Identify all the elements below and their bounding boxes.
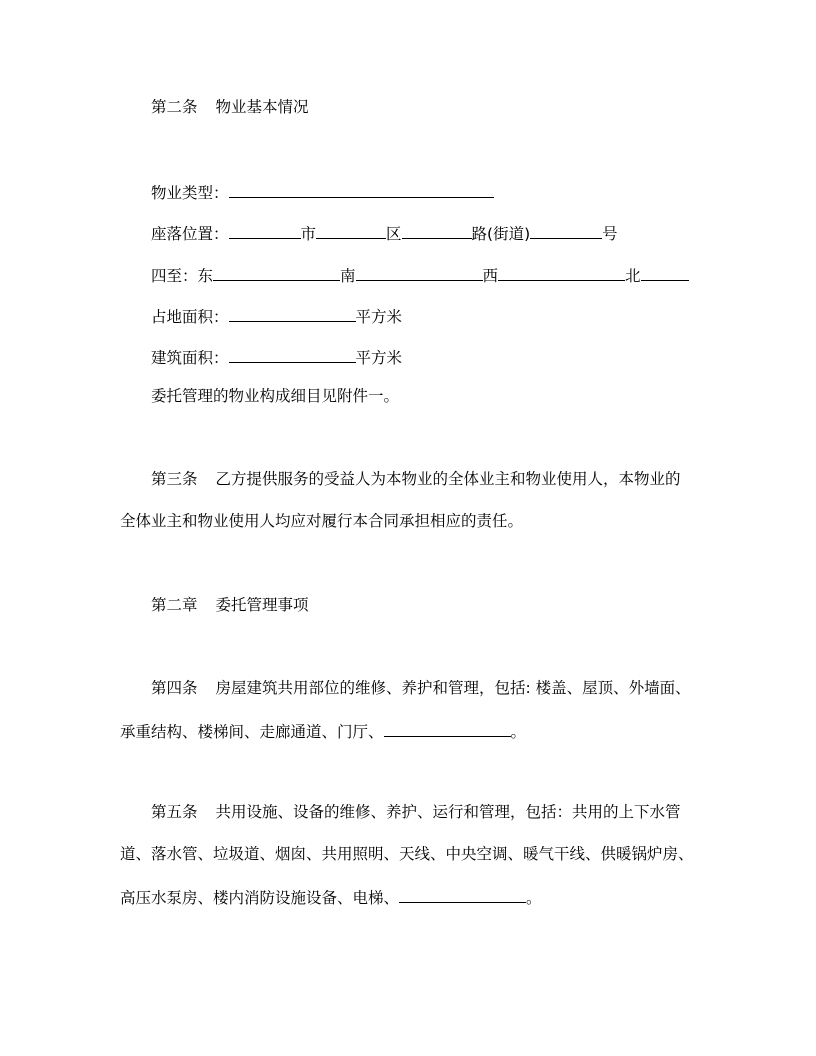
article-4-line-1	[151, 678, 691, 698]
building-area-blank	[229, 346, 356, 363]
district-text: 区	[386, 225, 402, 243]
number-text: 号	[602, 225, 618, 243]
land-area-line	[151, 305, 402, 327]
property-type-blank	[229, 181, 494, 198]
property-type-label: 物业类型：	[151, 184, 229, 202]
chapter-2-title: 委托管理事项	[215, 596, 309, 614]
city-blank	[229, 222, 301, 239]
article-2-title: 物业基本情况	[215, 98, 309, 116]
article-4-text-1: 房屋建筑共用部位的维修、养护和管理，包括: 楼盖、屋顶、外墙面、	[215, 679, 691, 697]
north-blank	[641, 264, 689, 281]
article-2-heading-line	[151, 97, 309, 117]
south-text: 南	[340, 267, 356, 285]
boundary-label: 四至：东	[151, 267, 214, 285]
land-area-unit: 平方米	[355, 308, 403, 326]
article-5-end: 。	[526, 889, 542, 907]
location-label: 座落位置：	[151, 225, 229, 243]
north-text: 北	[625, 267, 641, 285]
city-text: 市	[300, 225, 317, 243]
road-text: 路(街道)	[471, 225, 531, 243]
article-5-text-1: 共用设施、设备的维修、养护、运行和管理，包括：共用的上下水管	[215, 803, 681, 821]
article-5-blank	[399, 886, 526, 903]
property-type-line	[151, 181, 494, 203]
west-text: 西	[482, 267, 499, 285]
road-blank	[402, 222, 472, 239]
building-area-unit: 平方米	[355, 349, 403, 367]
article-5-text-3: 高压水泵房、楼内消防设施设备、电梯、	[120, 889, 400, 907]
article-3-text-1: 乙方提供服务的受益人为本物业的全体业主和物业使用人，本物业的	[215, 470, 681, 488]
annex-note: 委托管理的物业构成细目见附件一。	[151, 387, 400, 405]
article-4-number: 第四条	[151, 679, 198, 697]
article-4-line-2	[120, 720, 526, 742]
land-area-blank	[229, 305, 356, 322]
number-blank	[530, 222, 602, 239]
article-5-number: 第五条	[151, 803, 198, 821]
building-area-label: 建筑面积：	[151, 349, 229, 367]
district-blank	[316, 222, 386, 239]
article-4-text-2: 承重结构、楼梯间、走廊通道、门厅、	[120, 723, 384, 741]
article-4-end: 。	[510, 723, 527, 741]
article-2-number: 第二条	[151, 98, 198, 116]
chapter-2-heading-line	[151, 595, 309, 615]
south-blank	[356, 264, 483, 281]
article-3-line-2: 全体业主和物业使用人均应对履行本合同承担相应的责任。	[120, 512, 524, 530]
article-4-blank	[384, 720, 511, 737]
east-blank	[213, 264, 340, 281]
article-5-line-1	[151, 802, 681, 822]
chapter-2-number: 第二章	[151, 596, 198, 614]
building-area-line	[151, 346, 402, 368]
land-area-label: 占地面积：	[151, 308, 229, 326]
west-blank	[498, 264, 625, 281]
article-5-line-3	[120, 886, 542, 908]
article-5-line-2: 道、落水管、垃圾道、烟囱、共用照明、天线、中央空调、暖气干线、供暖锅炉房、	[120, 845, 694, 863]
location-line	[151, 222, 618, 244]
article-3-line-1	[151, 469, 681, 489]
boundary-line	[151, 264, 689, 286]
article-3-number: 第三条	[151, 470, 198, 488]
